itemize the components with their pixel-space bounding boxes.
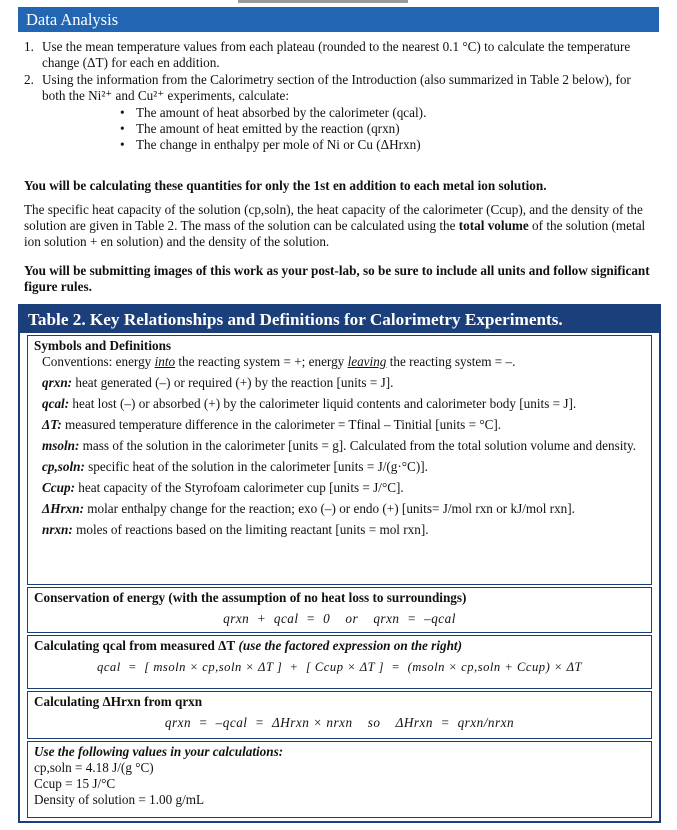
definition-row [34,438,645,454]
definition-symbol: qcal: [42,396,70,411]
conservation-equation: qrxn + qcal = 0 or qrxn = –qcal [223,611,456,626]
table-2 [18,304,661,823]
paragraph-text: The specific heat capacity of the solution (cp,soln), the heat capacity of the calorimeter (Ccup), and the density of the solution are given in Table 2. The mass of the solution can be calculated using the [24,202,643,233]
bullet-item: • The amount of heat emitted by the reaction (qrxn) [120,121,654,137]
definition-row [34,522,645,538]
definition-symbol: cp,soln: [42,459,85,474]
symbols-definitions-box [27,335,652,585]
first-addition-note: You will be calculating these quantities for only the 1st en addition to each metal ion solution. [24,178,547,193]
value-line: Density of solution = 1.00 g/mL [34,792,205,807]
bullet-item: • The amount of heat absorbed by the calorimeter (qcal). [120,105,654,121]
definition-row [34,417,645,433]
conservation-box [27,587,652,633]
definition-symbol: msoln: [42,438,80,453]
paragraph-text: of the solution (metal ion solution + en solution) and the density of the solution. [24,218,646,249]
calc-qcal-heading: Calculating qcal from measured ΔT [34,638,236,653]
definition-symbol: ΔHrxn: [42,501,84,516]
step-number: 1. [24,39,34,54]
definition-text: specific heat of the solution in the calorimeter [units = J/(g·°C)]. [84,459,428,474]
conventions-into: into [154,354,176,369]
calc-qcal-equation: qcal = [ msoln × cp,soln × ΔT ] + [ Ccup × ΔT ] = (msoln × cp,soln + Ccup) × ΔT [97,660,582,674]
conventions-line [34,354,645,370]
definition-text: molar enthalpy change for the reaction; exo (–) or endo (+) [units= J/mol rxn or kJ/mol rxn]. [83,501,575,516]
calculation-bullets [42,105,654,153]
conventions-text: the reacting system = +; energy [175,354,348,369]
calc-dh-heading: Calculating ΔHrxn from qrxn [34,694,203,709]
definition-row [34,375,645,391]
definition-text: heat capacity of the Styrofoam calorimeter cup [units = J/°C]. [74,480,404,495]
value-line: cp,soln = 4.18 J/(g °C) [34,760,154,775]
values-box [27,741,652,818]
conservation-heading: Conservation of energy (with the assumption of no heat loss to surroundings) [34,590,467,605]
conventions-text: Conventions: energy [42,354,155,369]
step-number: 2. [24,72,34,87]
step-2 [24,72,654,153]
conventions-leaving: leaving [347,354,387,369]
paragraph-bold: total volume [458,218,529,233]
calc-dh-equation: qrxn = –qcal = ΔHrxn × nrxn so ΔHrxn = qrxn/nrxn [164,715,515,730]
value-line: Ccup = 15 J/°C [34,776,116,791]
definition-row [34,501,645,517]
calc-dh-box [27,691,652,739]
table-title: Table 2. Key Relationships and Definitions for Calorimetry Experiments. [20,306,659,333]
values-heading: Use the following values in your calculations: [34,744,284,759]
definition-symbol: Ccup: [42,480,75,495]
definition-text: heat lost (–) or absorbed (+) by the calorimeter liquid contents and calorimeter body [units = J]. [69,396,577,411]
definition-text: mass of the solution in the calorimeter [units = g]. Calculated from the total solution volume and density. [79,438,637,453]
calc-qcal-box [27,635,652,689]
step-text: Using the information from the Calorimetry section of the Introduction (also summarized in Table 2 below), for both the Ni²⁺ and Cu²⁺ experiments, calculate: [42,72,631,103]
submission-note: You will be submitting images of this work as your post-lab, so be sure to include all units and follow significant figure rules. [24,263,650,294]
definition-row [34,480,645,496]
symbols-heading: Symbols and Definitions [34,338,172,353]
definition-row [34,459,645,475]
specific-heat-paragraph [24,202,654,250]
conventions-text: the reacting system = –. [386,354,516,369]
cropped-header-remnant [18,0,658,3]
step-text: Use the mean temperature values from each plateau (rounded to the nearest 0.1 °C) to calculate the temperature change (ΔT) for each en addition. [42,39,631,70]
section-title: Data Analysis [18,7,659,32]
bullet-item: • The change in enthalpy per mole of Ni or Cu (ΔHrxn) [120,137,654,153]
definition-symbol: nrxn: [42,522,73,537]
definition-text: measured temperature difference in the calorimeter = Tfinal – Tinitial [units = °C]. [61,417,502,432]
calc-qcal-heading-line [34,638,645,654]
definition-symbol: ΔT: [42,417,62,432]
step-1 [24,39,654,71]
definition-symbol: qrxn: [42,375,73,390]
definition-row [34,396,645,412]
calc-qcal-note: (use the factored expression on the right) [235,638,462,653]
definition-text: moles of reactions based on the limiting reactant [units = mol rxn]. [72,522,429,537]
instruction-list [24,39,654,154]
definition-text: heat generated (–) or required (+) by the reaction [units = J]. [72,375,394,390]
